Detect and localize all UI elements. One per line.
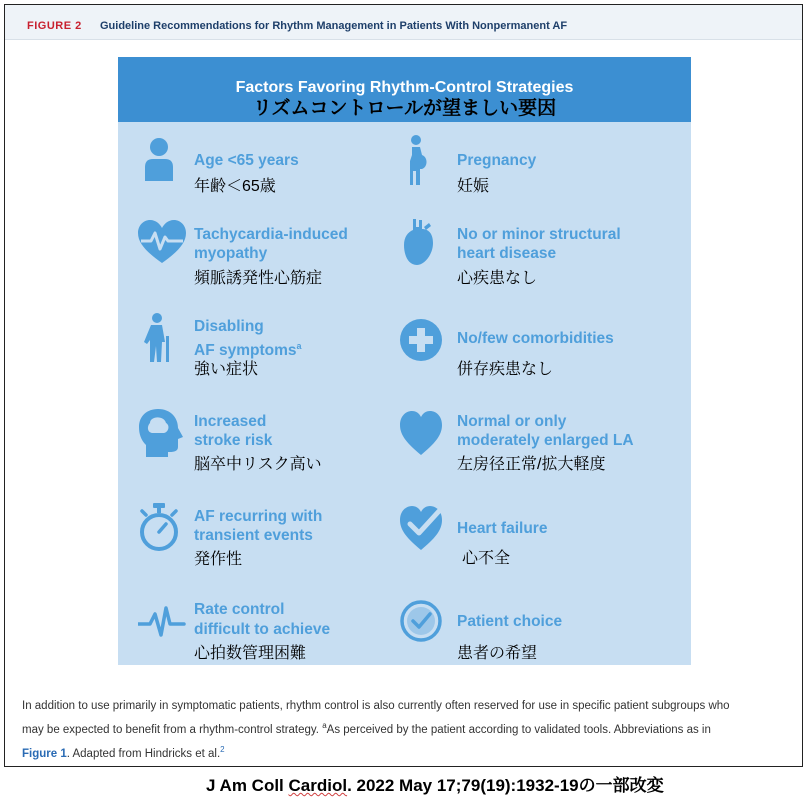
anatomical-heart-icon bbox=[400, 217, 448, 269]
factor-ja: 頻脈誘発性心筋症 bbox=[194, 270, 323, 287]
factor-en-line2: stroke risk bbox=[194, 432, 273, 449]
panel-title-en: Factors Favoring Rhythm-Control Strategies bbox=[235, 79, 574, 96]
caption-line2-text: may be expected to benefit from a rhythm-control strategy. bbox=[22, 723, 323, 736]
factor-en-line2 bbox=[194, 336, 302, 361]
factor-ja: 発作性 bbox=[194, 551, 243, 568]
caption-line1: In addition to use primarily in symptomatic patients, rhythm control is also currently often reserved for use in specific patient subgroups who bbox=[22, 700, 730, 712]
footnote-marker: a bbox=[296, 341, 302, 351]
factor-en-line1: Rate control bbox=[194, 601, 285, 618]
elderly-cane-icon bbox=[138, 312, 186, 364]
ecg-wave-icon bbox=[138, 597, 186, 649]
citation-cardiol: Cardiol bbox=[288, 776, 348, 795]
factor-ja: 脳卒中リスク高い bbox=[194, 456, 322, 473]
panel-header bbox=[118, 57, 691, 122]
head-brain-icon bbox=[138, 407, 186, 459]
factor-en-line1: Tachycardia-induced bbox=[194, 226, 348, 243]
factor-ja: 妊娠 bbox=[457, 178, 490, 195]
factor-en-line2: difficult to achieve bbox=[194, 621, 331, 638]
plus-circle-icon bbox=[400, 315, 448, 367]
factor-ja: 強い症状 bbox=[194, 361, 259, 378]
stopwatch-icon bbox=[138, 502, 186, 554]
citation bbox=[206, 771, 664, 796]
factor-ja: 心不全 bbox=[462, 550, 511, 567]
factor-ja: 心疾患なし bbox=[457, 270, 538, 287]
factor-en-line2: myopathy bbox=[194, 245, 268, 262]
pregnant-woman-icon bbox=[400, 135, 448, 187]
figure-label: FIGURE 2 bbox=[27, 20, 82, 32]
factor-en-line1: Disabling bbox=[194, 318, 264, 335]
figure-header bbox=[5, 5, 802, 40]
panel-title-ja: リズムコントロールが望ましい要因 bbox=[252, 98, 557, 119]
factor-ja: 心拍数管理困難 bbox=[194, 645, 307, 662]
figure-title: Guideline Recommendations for Rhythm Management in Patients With Nonpermanent AF bbox=[100, 20, 568, 32]
factor-en-line1: No/few comorbidities bbox=[457, 330, 614, 347]
reference-marker[interactable]: 2 bbox=[220, 744, 225, 754]
caption-line3-text: . Adapted from Hindricks et al. bbox=[66, 747, 221, 760]
factor-en-line1: Heart failure bbox=[457, 520, 548, 537]
figure-caption bbox=[22, 696, 792, 764]
factor-en-line1: Pregnancy bbox=[457, 152, 537, 169]
factor-ja: 併存疾患なし bbox=[457, 361, 554, 378]
caption-line2b-text: As perceived by the patient according to validated tools. Abbreviations as in bbox=[326, 723, 711, 736]
factor-ja: 左房径正常/拡大軽度 bbox=[457, 456, 606, 473]
factor-en-line1: Age <65 years bbox=[194, 152, 299, 169]
factor-en-line1: Normal or only bbox=[457, 413, 567, 430]
factor-en-line2-text: AF symptoms bbox=[194, 342, 297, 360]
check-circle-icon bbox=[400, 597, 448, 649]
factor-en-line2: transient events bbox=[194, 527, 313, 544]
footnote-marker: a bbox=[322, 721, 327, 730]
caption-line2 bbox=[22, 716, 792, 740]
citation-journal: J Am Coll bbox=[206, 776, 289, 795]
factors-panel bbox=[118, 57, 691, 665]
caption-line3 bbox=[22, 740, 792, 764]
heart-check-icon bbox=[400, 502, 448, 554]
figure-1-link[interactable]: Figure 1 bbox=[22, 747, 67, 760]
factor-en-line1: AF recurring with bbox=[194, 508, 323, 525]
factor-en-line2: moderately enlarged LA bbox=[457, 432, 634, 449]
heart-pulse-icon bbox=[138, 217, 186, 269]
factor-en-line1: Increased bbox=[194, 413, 267, 430]
citation-rest: . 2022 May 17;79(19):1932-19の一部改変 bbox=[347, 776, 664, 795]
factor-ja: 年齢＜65歳 bbox=[194, 178, 276, 195]
factor-ja: 患者の希望 bbox=[457, 645, 538, 662]
factor-en-line2: heart disease bbox=[457, 245, 557, 262]
factor-en-line1: No or minor structural bbox=[457, 226, 621, 243]
heart-icon bbox=[400, 407, 448, 459]
person-icon bbox=[138, 135, 186, 187]
factor-en-line1: Patient choice bbox=[457, 613, 563, 630]
